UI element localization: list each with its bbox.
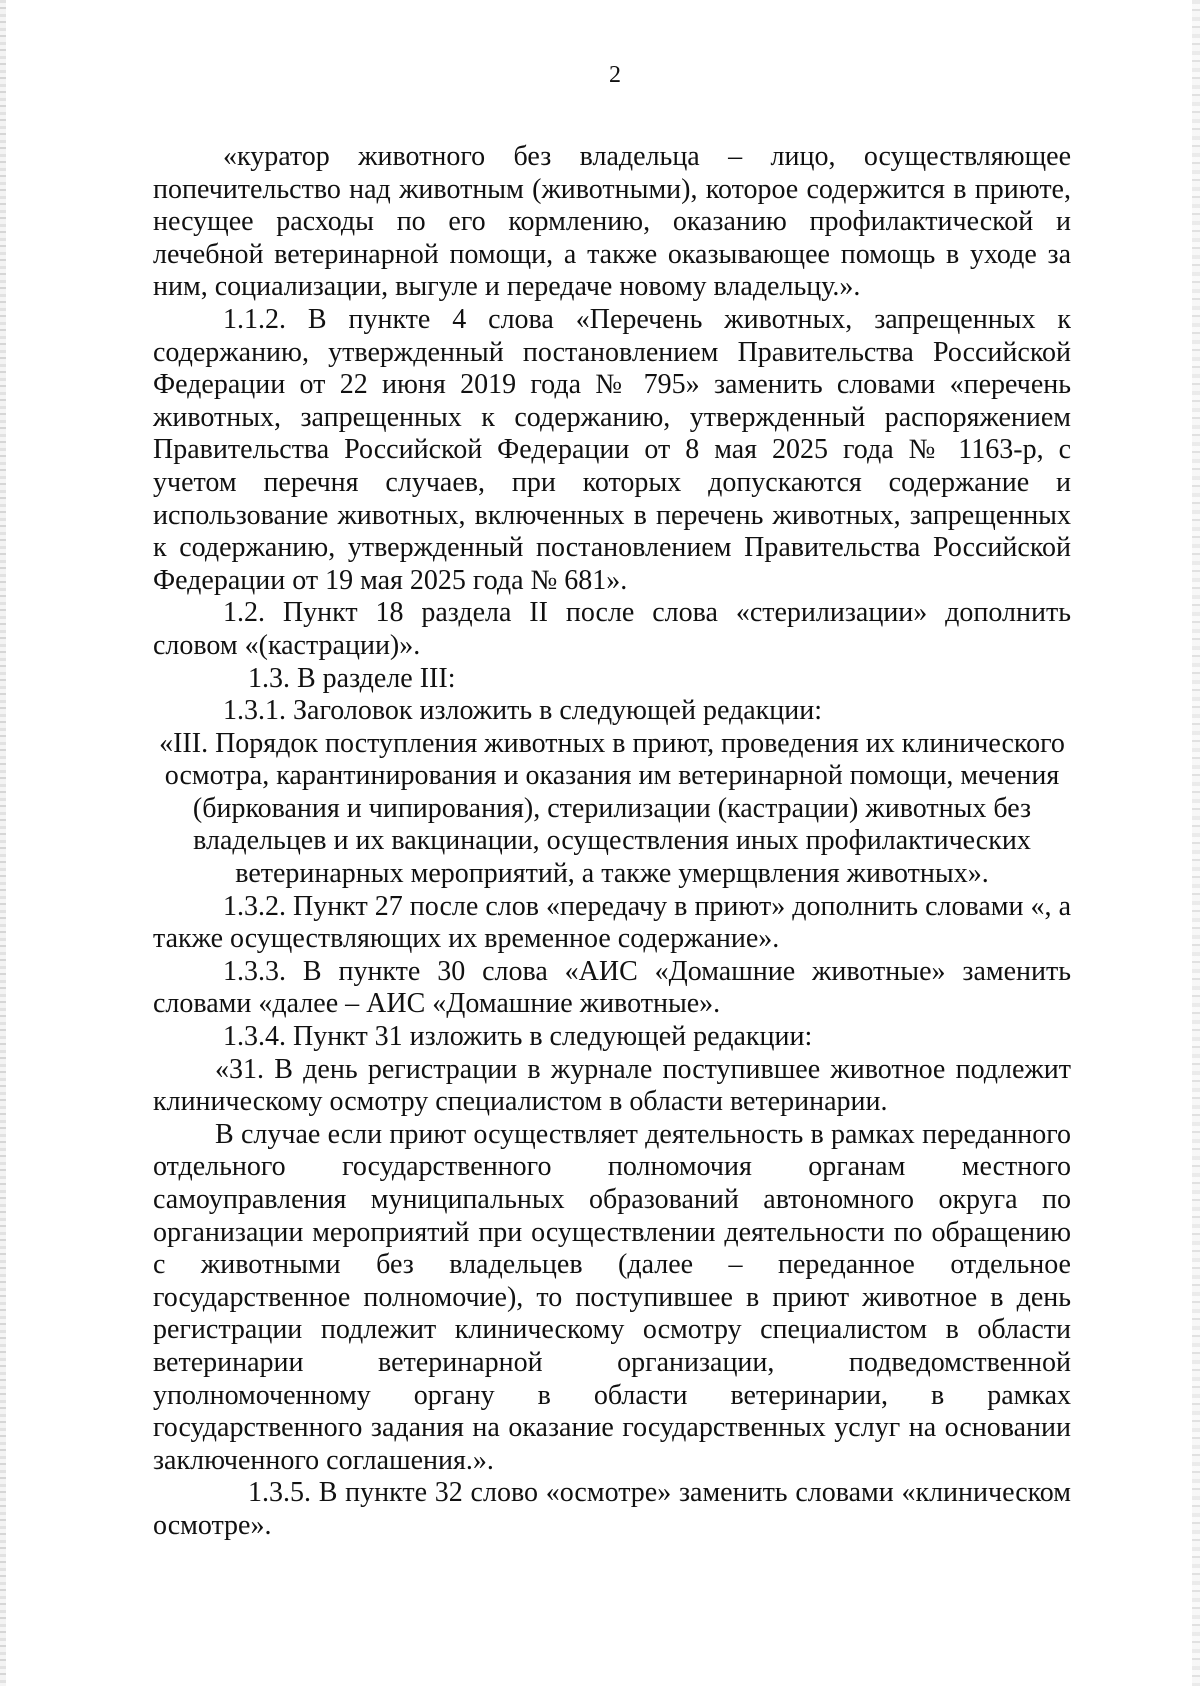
paragraph-31: «31. В день регистрации в журнале поступившее животное подлежит клиническому осмотру специалистом в области ветеринарии. xyxy=(153,1053,1071,1118)
paragraph-1-3-3: 1.3.3. В пункте 30 слова «АИС «Домашние животные» заменить словами «далее – АИС «Домашние животные». xyxy=(153,955,1071,1020)
paragraph-1-3: 1.3. В разделе III: xyxy=(248,662,456,694)
scan-edge-left xyxy=(0,0,6,1686)
paragraph-curator-definition: «куратор животного без владельца – лицо, осуществляющее попечительство над животным (животными), которое содержится в приюте, несущее расходы по его кормлению, оказанию профилактической и лечебной ветеринарной помощи, а также оказывающее помощь в уходе за ним, социализации, выгуле и передаче новому владельцу.». xyxy=(153,141,1071,303)
paragraph-1-3-5: 1.3.5. В пункте 32 слово «осмотре» заменить словами «клиническом осмотре». xyxy=(153,1477,1071,1541)
paragraph-1-1-2: 1.1.2. В пункте 4 слова «Перечень животных, запрещенных к содержанию, утвержденный постановлением Правительства Российской Федерации от 22 июня 2019 года № 795» заменить словами «перечень животных, запрещенных к содержанию, утвержденный распоряжением Правительства Российской Федерации от 8 мая 2025 года № 1163-р, с учетом перечня случаев, при которых допускаются содержание и использование животных, включенных в перечень животных, запрещенных к содержанию, утвержденный постановлением Правительства Российской Федерации от 19 мая 2025 года № 681». xyxy=(153,303,1071,596)
paragraph-1-3-4: 1.3.4. Пункт 31 изложить в следующей редакции: xyxy=(223,1021,813,1053)
page-number: 2 xyxy=(609,62,621,88)
section-heading-quote: «III. Порядок поступления животных в приют, проведения их клинического осмотра, карантинирования и оказания им ветеринарной помощи, мечения (биркования и чипирования), стерилизации (кастрации) животных без владельцев и их вакцинации, осуществления иных профилактических ветеринарных мероприятий, а также умерщвления животных». xyxy=(159,727,1065,890)
paragraph-31-case: В случае если приют осуществляет деятельность в рамках переданного отдельного государственного полномочия органам местного самоуправления муниципальных образований автономного округа по организации мероприятий при осуществлении деятельности по обращению с животными без владельцев (далее – переданное отдельное государственное полномочие), то поступившее в приют животное в день регистрации подлежит клиническому осмотру специалистом в области ветеринарии ветеринарной организации, подведомственной уполномоченному органу в области ветеринарии, в рамках государственного задания на оказание государственных услуг на основании заключенного соглашения.». xyxy=(153,1118,1071,1476)
paragraph-1-2: 1.2. Пункт 18 раздела II после слова «стерилизации» дополнить словом «(кастрации)». xyxy=(153,597,1071,661)
scan-edge-right xyxy=(1192,0,1200,1686)
paragraph-1-3-1: 1.3.1. Заголовок изложить в следующей редакции: xyxy=(223,695,823,727)
document-body xyxy=(153,141,1071,1543)
paragraph-1-3-2: 1.3.2. Пункт 27 после слов «передачу в приют» дополнить словами «, а также осуществляющих их временное содержание». xyxy=(153,890,1071,955)
